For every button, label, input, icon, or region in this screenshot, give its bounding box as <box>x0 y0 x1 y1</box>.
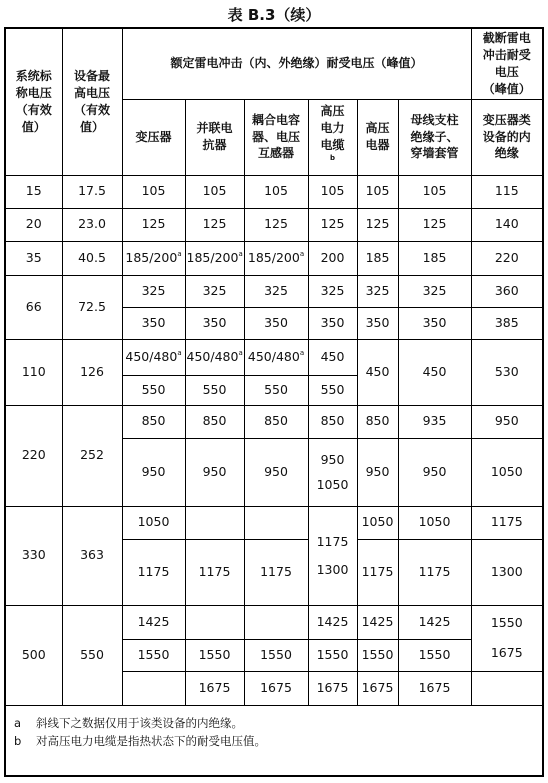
cell: 325 <box>185 275 244 307</box>
table-notes <box>6 705 542 775</box>
cell: 105 <box>357 175 398 208</box>
cell: 66 <box>6 275 62 339</box>
cell: 550 <box>244 375 308 405</box>
table-row <box>6 339 542 375</box>
table-title: 表 B.3（续） <box>227 6 321 24</box>
cell: 1675 <box>357 671 398 705</box>
cell <box>185 605 244 639</box>
cell: 950 <box>244 438 308 506</box>
cell: 385 <box>471 307 542 339</box>
cell: 325 <box>122 275 185 307</box>
header-busbar-insulator: 母线支柱 绝缘子、 穿墙套管 <box>398 99 471 175</box>
cell <box>185 506 244 539</box>
cell: 1675 <box>308 671 357 705</box>
cell: 220 <box>6 405 62 506</box>
cell: 350 <box>244 307 308 339</box>
cell: 1175 1300 <box>308 506 357 605</box>
cell: 185 <box>398 241 471 275</box>
cell: 330 <box>6 506 62 605</box>
cell: 105 <box>185 175 244 208</box>
cell: 1675 <box>244 671 308 705</box>
cell: 350 <box>308 307 357 339</box>
cell: 950 1050 <box>308 438 357 506</box>
cell: 23.0 <box>62 208 122 241</box>
cell: 126 <box>62 339 122 405</box>
cell: 1425 <box>122 605 185 639</box>
cell: 40.5 <box>62 241 122 275</box>
cell: 550 <box>185 375 244 405</box>
header-hv-apparatus: 高压 电器 <box>357 99 398 175</box>
cell: 35 <box>6 241 62 275</box>
cell: 185 <box>357 241 398 275</box>
cell: 125 <box>122 208 185 241</box>
cell: 185/200$^a$ <box>185 241 244 275</box>
cell: 125 <box>308 208 357 241</box>
cell: 72.5 <box>62 275 122 339</box>
cell: 325 <box>398 275 471 307</box>
cell: 125 <box>357 208 398 241</box>
table-row <box>6 208 542 241</box>
cell: 105 <box>308 175 357 208</box>
cell: 1550 <box>357 639 398 671</box>
header-transformer: 变压器 <box>122 99 185 175</box>
cell: 1425 <box>398 605 471 639</box>
cell: 325 <box>357 275 398 307</box>
cell: 125 <box>398 208 471 241</box>
table-row <box>6 506 542 539</box>
cell: 325 <box>308 275 357 307</box>
cell: 1175 <box>244 539 308 605</box>
cell: 450/480$^a$ <box>185 339 244 375</box>
cell: 1175 <box>185 539 244 605</box>
cell: 360 <box>471 275 542 307</box>
insulation-table <box>6 29 542 706</box>
cell: 850 <box>244 405 308 438</box>
cell: 950 <box>471 405 542 438</box>
header-shunt-reactor: 并联电 抗器 <box>185 99 244 175</box>
header-coupling-capacitor: 耦合电容 器、电压 互感器 <box>244 99 308 175</box>
cell <box>471 671 542 705</box>
cell: 1050 <box>122 506 185 539</box>
cell: 1425 <box>308 605 357 639</box>
cell <box>122 671 185 705</box>
table-row <box>6 241 542 275</box>
table-frame <box>4 27 544 777</box>
cell: 140 <box>471 208 542 241</box>
header-hv-cable: 高压 电力 电缆 $^b$ <box>308 99 357 175</box>
cell: 110 <box>6 339 62 405</box>
cell: 185/200$^a$ <box>244 241 308 275</box>
cell: 1550 <box>398 639 471 671</box>
cell: 20 <box>6 208 62 241</box>
cell: 1175 <box>398 539 471 605</box>
header-transformer-internal: 变压器类 设备的内 绝缘 <box>471 99 542 175</box>
cell: 950 <box>357 438 398 506</box>
cell: 450 <box>308 339 357 375</box>
cell: 350 <box>398 307 471 339</box>
cell: 1300 <box>471 539 542 605</box>
cell: 325 <box>244 275 308 307</box>
cell: 1050 <box>471 438 542 506</box>
cell: 105 <box>398 175 471 208</box>
cell: 450/480$^a$ <box>122 339 185 375</box>
cell: 530 <box>471 339 542 405</box>
header-rated-lightning-group: 额定雷电冲击（内、外绝缘）耐受电压（峰值） <box>122 29 471 99</box>
cell: 252 <box>62 405 122 506</box>
cell: 935 <box>398 405 471 438</box>
cell: 1425 <box>357 605 398 639</box>
cell: 1175 <box>122 539 185 605</box>
cell: 1175 <box>357 539 398 605</box>
footnote-mark: b <box>329 153 335 162</box>
cell: 220 <box>471 241 542 275</box>
cell: 450 <box>357 339 398 405</box>
cell: 1550 <box>185 639 244 671</box>
cell: 1050 <box>398 506 471 539</box>
cell: 850 <box>357 405 398 438</box>
cell: 125 <box>185 208 244 241</box>
table-row <box>6 405 542 438</box>
cell: 950 <box>185 438 244 506</box>
header-chopped-lightning: 截断雷电 冲击耐受 电压 （峰值） <box>471 29 542 99</box>
cell <box>244 605 308 639</box>
note-a: a 斜线下之数据仅用于该类设备的内绝缘。 <box>14 716 243 730</box>
cell: 115 <box>471 175 542 208</box>
cell: 17.5 <box>62 175 122 208</box>
cell: 950 <box>398 438 471 506</box>
cell: 185/200$^a$ <box>122 241 185 275</box>
cell: 1675 <box>185 671 244 705</box>
header-max-voltage: 设备最 高电压 （有效 值） <box>62 29 122 175</box>
cell: 850 <box>185 405 244 438</box>
cell: 1550 <box>308 639 357 671</box>
cell: 1175 <box>471 506 542 539</box>
cell: 950 <box>122 438 185 506</box>
cell: 350 <box>357 307 398 339</box>
cell: 850 <box>122 405 185 438</box>
cell: 1550 <box>244 639 308 671</box>
cell: 1050 <box>357 506 398 539</box>
cell: 550 <box>62 605 122 705</box>
cell <box>244 506 308 539</box>
header-system-voltage: 系统标 称电压 （有效 值） <box>6 29 62 175</box>
cell: 105 <box>122 175 185 208</box>
cell: 450/480$^a$ <box>244 339 308 375</box>
cell: 1550 1675 <box>471 605 542 671</box>
table-row <box>6 605 542 639</box>
note-b: b 对高压电力电缆是指热状态下的耐受电压值。 <box>14 734 266 748</box>
cell: 550 <box>308 375 357 405</box>
table-row <box>6 275 542 307</box>
cell: 125 <box>244 208 308 241</box>
cell: 450 <box>398 339 471 405</box>
cell: 200 <box>308 241 357 275</box>
cell: 363 <box>62 506 122 605</box>
cell: 500 <box>6 605 62 705</box>
cell: 1675 <box>398 671 471 705</box>
cell: 350 <box>185 307 244 339</box>
table-row <box>6 175 542 208</box>
cell: 850 <box>308 405 357 438</box>
cell: 550 <box>122 375 185 405</box>
cell: 105 <box>244 175 308 208</box>
cell: 15 <box>6 175 62 208</box>
cell: 1550 <box>122 639 185 671</box>
cell: 350 <box>122 307 185 339</box>
